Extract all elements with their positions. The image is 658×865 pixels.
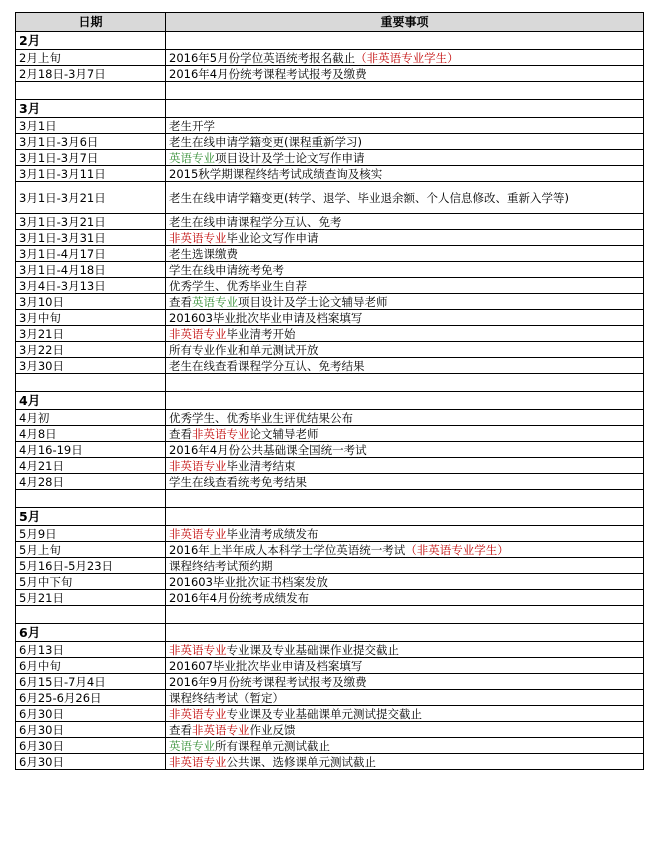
row-item: [166, 442, 644, 458]
highlight-red-text: 非英语专业: [192, 426, 250, 441]
table-row: [16, 294, 644, 310]
item-text: 毕业清考成绩发布: [226, 526, 319, 541]
highlight-red-text: 非英语专业: [169, 230, 227, 245]
table-row: [16, 658, 644, 674]
row-date: 3月10日: [16, 294, 166, 310]
table-row: [16, 542, 644, 558]
row-item: [166, 230, 644, 246]
item-text: 201603毕业批次证书档案发放: [169, 574, 328, 589]
table-row: [16, 342, 644, 358]
table-row: [16, 230, 644, 246]
table-row: [16, 118, 644, 134]
item-text: 毕业清考开始: [226, 326, 296, 341]
row-date: 3月21日: [16, 326, 166, 342]
item-text: 学生在线申请统考免考: [169, 262, 284, 277]
table-row: [16, 674, 644, 690]
month-empty-cell: [166, 100, 644, 118]
spacer-cell: [16, 606, 166, 624]
row-item: [166, 542, 644, 558]
row-item: [166, 754, 644, 770]
row-date: 3月30日: [16, 358, 166, 374]
item-text: 老生在线申请学籍变更(转学、退学、毕业退余额、个人信息修改、重新入学等): [169, 190, 569, 205]
table-row: [16, 426, 644, 442]
month-row: [16, 100, 644, 118]
item-text: 老生在线申请课程学分互认、免考: [169, 214, 342, 229]
month-label: 3月: [16, 100, 166, 118]
item-text: 优秀学生、优秀毕业生自荐: [169, 278, 307, 293]
table-row: [16, 722, 644, 738]
row-item: [166, 182, 644, 214]
item-text: 专业课及专业基础课作业提交截止: [226, 642, 399, 657]
item-text: 论文辅导老师: [249, 426, 319, 441]
item-text: 201607毕业批次毕业申请及档案填写: [169, 658, 363, 673]
row-date: 3月4日-3月13日: [16, 278, 166, 294]
schedule-body: [16, 32, 644, 770]
row-item: [166, 458, 644, 474]
table-row: [16, 310, 644, 326]
row-date: 3月1日: [16, 118, 166, 134]
table-row: [16, 574, 644, 590]
table-row: [16, 246, 644, 262]
row-item: [166, 66, 644, 82]
row-item: [166, 410, 644, 426]
table-row: [16, 526, 644, 542]
item-text: 公共课、选修课单元测试截止: [226, 754, 376, 769]
row-date: 3月1日-4月18日: [16, 262, 166, 278]
month-empty-cell: [166, 624, 644, 642]
row-date: 3月1日-3月21日: [16, 182, 166, 214]
table-row: [16, 278, 644, 294]
spacer-row: [16, 606, 644, 624]
row-item: [166, 426, 644, 442]
row-date: 6月13日: [16, 642, 166, 658]
schedule-sheet: [15, 12, 643, 770]
table-row: [16, 50, 644, 66]
spacer-cell: [166, 374, 644, 392]
row-date: 4月初: [16, 410, 166, 426]
row-item: [166, 474, 644, 490]
table-row: [16, 590, 644, 606]
item-text: 2016年9月份统考课程考试报考及缴费: [169, 674, 367, 689]
row-date: 4月28日: [16, 474, 166, 490]
spacer-row: [16, 374, 644, 392]
item-text: 作业反馈: [249, 722, 296, 737]
item-text: 老生在线申请学籍变更(课程重新学习): [169, 134, 362, 149]
item-text: 项目设计及学士论文写作申请: [215, 150, 365, 165]
item-text: 老生选课缴费: [169, 246, 238, 261]
row-item: [166, 278, 644, 294]
row-date: 3月1日-4月17日: [16, 246, 166, 262]
table-row: [16, 214, 644, 230]
row-date: 6月30日: [16, 754, 166, 770]
table-row: [16, 358, 644, 374]
table-row: [16, 410, 644, 426]
month-label: 6月: [16, 624, 166, 642]
item-text: 查看: [169, 722, 192, 737]
table-row: [16, 738, 644, 754]
table-row: [16, 66, 644, 82]
header-date: 日期: [16, 13, 166, 32]
table-row: [16, 182, 644, 214]
spacer-cell: [16, 490, 166, 508]
spacer-cell: [166, 606, 644, 624]
highlight-green-text: 英语专业: [169, 150, 215, 165]
table-row: [16, 642, 644, 658]
spacer-cell: [16, 374, 166, 392]
row-date: 3月1日-3月11日: [16, 166, 166, 182]
highlight-red-text: 非英语专业: [169, 754, 227, 769]
row-date: 2月18日-3月7日: [16, 66, 166, 82]
item-text: 2016年上半年成人本科学士学位英语统一考试: [169, 542, 406, 557]
row-item: [166, 214, 644, 230]
item-text: 所有课程单元测试截止: [215, 738, 330, 753]
item-text: 2015秋学期课程终结考试成绩查询及核实: [169, 166, 383, 181]
spacer-row: [16, 82, 644, 100]
highlight-green-text: 英语专业: [169, 738, 215, 753]
highlight-red-text: 非英语专业: [192, 722, 250, 737]
table-row: [16, 690, 644, 706]
table-row: [16, 754, 644, 770]
row-item: [166, 358, 644, 374]
row-date: 5月中下旬: [16, 574, 166, 590]
row-item: [166, 326, 644, 342]
row-item: [166, 134, 644, 150]
spacer-cell: [16, 82, 166, 100]
row-item: [166, 262, 644, 278]
item-text: 毕业论文写作申请: [226, 230, 319, 245]
row-item: [166, 50, 644, 66]
row-date: 3月1日-3月31日: [16, 230, 166, 246]
table-row: [16, 134, 644, 150]
month-row: [16, 624, 644, 642]
row-date: 5月21日: [16, 590, 166, 606]
item-text: 专业课及专业基础课单元测试提交截止: [226, 706, 422, 721]
row-date: 2月上旬: [16, 50, 166, 66]
header-item: 重要事项: [166, 13, 644, 32]
row-date: 3月22日: [16, 342, 166, 358]
table-row: [16, 558, 644, 574]
row-date: 5月上旬: [16, 542, 166, 558]
month-label: 5月: [16, 508, 166, 526]
row-item: [166, 294, 644, 310]
row-item: [166, 118, 644, 134]
spacer-cell: [166, 82, 644, 100]
highlight-red-text: 非英语专业: [169, 642, 227, 657]
row-item: [166, 526, 644, 542]
highlight-red-text: 非英语专业: [169, 706, 227, 721]
item-text: 2016年4月份公共基础课全国统一考试: [169, 442, 367, 457]
month-row: [16, 508, 644, 526]
row-item: [166, 310, 644, 326]
item-text: 毕业清考结束: [226, 458, 296, 473]
row-date: 3月中旬: [16, 310, 166, 326]
item-text: 所有专业作业和单元测试开放: [169, 342, 319, 357]
table-row: [16, 458, 644, 474]
item-text: 课程终结考试（暂定）: [169, 690, 284, 705]
row-date: 6月25-6月26日: [16, 690, 166, 706]
item-text: 2016年4月份统考课程考试报考及缴费: [169, 66, 367, 81]
month-empty-cell: [166, 32, 644, 50]
row-item: [166, 690, 644, 706]
row-date: 4月8日: [16, 426, 166, 442]
item-text: 老生开学: [169, 118, 215, 133]
item-text: 项目设计及学士论文辅导老师: [238, 294, 388, 309]
row-date: 6月30日: [16, 706, 166, 722]
item-text: 优秀学生、优秀毕业生评优结果公布: [169, 410, 353, 425]
month-label: 2月: [16, 32, 166, 50]
highlight-red-text: 非英语专业: [169, 526, 227, 541]
item-text: 老生在线查看课程学分互认、免考结果: [169, 358, 365, 373]
row-date: 3月1日-3月6日: [16, 134, 166, 150]
spacer-row: [16, 490, 644, 508]
row-item: [166, 342, 644, 358]
row-date: 6月30日: [16, 722, 166, 738]
month-empty-cell: [166, 508, 644, 526]
item-text: 2016年5月份学位英语统考报名截止: [169, 50, 356, 65]
row-date: 4月21日: [16, 458, 166, 474]
row-date: 6月中旬: [16, 658, 166, 674]
table-row: [16, 150, 644, 166]
row-item: [166, 674, 644, 690]
row-item: [166, 642, 644, 658]
row-item: [166, 706, 644, 722]
item-text: 学生在线查看统考免考结果: [169, 474, 307, 489]
month-row: [16, 392, 644, 410]
table-row: [16, 166, 644, 182]
row-date: 5月9日: [16, 526, 166, 542]
row-item: [166, 574, 644, 590]
row-date: 3月1日-3月7日: [16, 150, 166, 166]
row-item: [166, 166, 644, 182]
month-label: 4月: [16, 392, 166, 410]
row-item: [166, 590, 644, 606]
month-empty-cell: [166, 392, 644, 410]
row-date: 6月30日: [16, 738, 166, 754]
table-row: [16, 442, 644, 458]
row-item: [166, 738, 644, 754]
highlight-red-text: 非英语专业: [169, 326, 227, 341]
item-text: 课程终结考试预约期: [169, 558, 273, 573]
row-date: 5月16日-5月23日: [16, 558, 166, 574]
item-text: 2016年4月份统考成绩发布: [169, 590, 310, 605]
month-row: [16, 32, 644, 50]
row-item: [166, 558, 644, 574]
row-item: [166, 246, 644, 262]
highlight-red-text: 非英语专业: [169, 458, 227, 473]
row-date: 3月1日-3月21日: [16, 214, 166, 230]
highlight-red-text: （非英语专业学生）: [355, 50, 459, 65]
table-row: [16, 326, 644, 342]
spacer-cell: [166, 490, 644, 508]
highlight-green-text: 英语专业: [192, 294, 238, 309]
item-text: 查看: [169, 294, 192, 309]
row-item: [166, 658, 644, 674]
row-date: 4月16-19日: [16, 442, 166, 458]
row-date: 6月15日-7月4日: [16, 674, 166, 690]
table-row: [16, 262, 644, 278]
table-row: [16, 706, 644, 722]
schedule-table: [15, 12, 644, 770]
item-text: 查看: [169, 426, 192, 441]
row-item: [166, 150, 644, 166]
highlight-red-text: （非英语专业学生）: [405, 542, 509, 557]
header-row: [16, 13, 644, 32]
row-item: [166, 722, 644, 738]
table-row: [16, 474, 644, 490]
item-text: 201603毕业批次毕业申请及档案填写: [169, 310, 363, 325]
